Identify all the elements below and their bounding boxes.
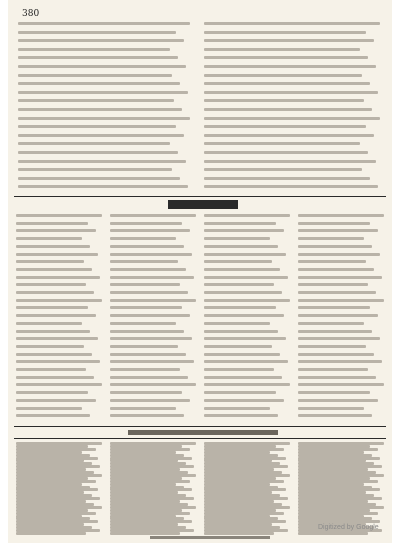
widerruf-entry <box>16 414 90 417</box>
top-left-entry <box>18 160 186 163</box>
register-entry <box>110 532 180 535</box>
widerruf-entry <box>298 314 378 317</box>
printer-footer <box>150 536 270 539</box>
widerruf-entry <box>298 360 382 363</box>
widerruf-entry <box>204 337 286 340</box>
register-entry <box>204 532 274 535</box>
widerruf-entry <box>298 299 384 302</box>
top-left-entry <box>18 151 178 154</box>
widerruf-entry <box>204 391 276 394</box>
top-left-entry <box>18 99 174 102</box>
widerruf-entry <box>204 360 288 363</box>
widerruf-entry <box>110 291 188 294</box>
widerruf-entry <box>110 337 192 340</box>
widerruf-entry <box>298 353 374 356</box>
top-right-entry <box>204 99 364 102</box>
widerruf-top-rule <box>14 196 386 197</box>
widerruf-entry <box>298 291 376 294</box>
widerruf-entry <box>16 229 96 232</box>
widerruf-entry <box>298 245 372 248</box>
widerruf-entry <box>204 383 290 386</box>
widerruf-entry <box>204 353 280 356</box>
widerruf-entry <box>16 376 94 379</box>
widerruf-entry <box>110 322 176 325</box>
top-left-entry <box>18 39 184 42</box>
top-left-entry <box>18 74 172 77</box>
widerruf-entry <box>16 314 96 317</box>
widerruf-entry <box>16 330 90 333</box>
top-right-entry <box>204 82 370 85</box>
widerruf-entry <box>204 376 282 379</box>
top-right-entry <box>204 31 366 34</box>
widerruf-entry <box>298 391 370 394</box>
widerruf-entry <box>298 237 364 240</box>
widerruf-entry <box>298 322 364 325</box>
widerruf-entry <box>298 222 370 225</box>
widerruf-entry <box>16 276 100 279</box>
top-left-entry <box>18 185 188 188</box>
widerruf-entry <box>204 268 280 271</box>
widerruf-entry <box>16 399 96 402</box>
top-left-entry <box>18 108 182 111</box>
widerruf-entry <box>110 407 176 410</box>
widerruf-entry <box>204 399 284 402</box>
widerruf-entry <box>204 322 270 325</box>
widerruf-entry <box>110 383 196 386</box>
widerruf-entry <box>110 376 188 379</box>
widerruf-entry <box>16 306 88 309</box>
widerruf-entry <box>110 245 184 248</box>
widerruf-heading <box>168 200 238 209</box>
top-right-entry <box>204 22 380 25</box>
widerruf-entry <box>110 229 190 232</box>
widerruf-entry <box>204 291 282 294</box>
top-left-entry <box>18 56 178 59</box>
widerruf-entry <box>16 245 90 248</box>
widerruf-entry <box>204 330 278 333</box>
top-left-entry <box>18 134 184 137</box>
top-right-entry <box>204 134 374 137</box>
widerruf-entry <box>298 260 366 263</box>
top-left-entry <box>18 168 172 171</box>
top-right-entry <box>204 56 368 59</box>
widerruf-entry <box>110 414 184 417</box>
top-right-entry <box>204 177 370 180</box>
top-left-entry <box>18 125 176 128</box>
top-right-entry <box>204 48 360 51</box>
widerruf-entry <box>16 353 92 356</box>
widerruf-entry <box>298 368 368 371</box>
widerruf-entry <box>110 314 190 317</box>
top-left-entry <box>18 177 180 180</box>
widerruf-entry <box>298 229 378 232</box>
widerruf-entry <box>110 345 178 348</box>
widerruf-entry <box>16 268 92 271</box>
widerruf-entry <box>110 330 184 333</box>
widerruf-entry <box>110 283 180 286</box>
widerruf-entry <box>16 283 86 286</box>
widerruf-entry <box>204 414 278 417</box>
widerruf-entry <box>298 383 384 386</box>
register-top-rule <box>14 426 386 427</box>
top-right-entry <box>204 151 368 154</box>
top-left-entry <box>18 31 176 34</box>
widerruf-entry <box>110 306 182 309</box>
widerruf-entry <box>204 314 284 317</box>
widerruf-entry <box>110 299 196 302</box>
widerruf-entry <box>298 330 372 333</box>
register-entry <box>16 532 86 535</box>
top-right-entry <box>204 91 378 94</box>
widerruf-entry <box>16 360 100 363</box>
widerruf-entry <box>204 407 270 410</box>
widerruf-entry <box>204 306 276 309</box>
widerruf-entry <box>16 253 98 256</box>
widerruf-entry <box>204 245 278 248</box>
watermark: Digitized by Google <box>318 524 379 531</box>
widerruf-entry <box>110 360 194 363</box>
widerruf-entry <box>204 260 272 263</box>
widerruf-entry <box>16 407 82 410</box>
top-left-entry <box>18 48 170 51</box>
widerruf-entry <box>204 222 276 225</box>
widerruf-entry <box>110 368 180 371</box>
top-right-entry <box>204 125 366 128</box>
widerruf-entry <box>298 414 372 417</box>
widerruf-entry <box>16 337 98 340</box>
top-right-entry <box>204 185 378 188</box>
widerruf-entry <box>110 276 194 279</box>
widerruf-entry <box>110 237 176 240</box>
widerruf-entry <box>16 222 88 225</box>
widerruf-entry <box>110 391 182 394</box>
widerruf-entry <box>110 214 196 217</box>
top-right-entry <box>204 74 362 77</box>
widerruf-entry <box>204 214 290 217</box>
widerruf-entry <box>298 337 380 340</box>
widerruf-entry <box>204 229 284 232</box>
register-bottom-rule <box>14 438 386 439</box>
widerruf-entry <box>298 276 382 279</box>
widerruf-entry <box>298 306 370 309</box>
top-right-entry <box>204 160 376 163</box>
widerruf-entry <box>204 237 270 240</box>
widerruf-entry <box>204 345 272 348</box>
top-right-entry <box>204 108 372 111</box>
widerruf-entry <box>204 283 274 286</box>
widerruf-entry <box>110 253 192 256</box>
widerruf-entry <box>110 222 182 225</box>
widerruf-entry <box>16 383 102 386</box>
widerruf-entry <box>16 322 82 325</box>
top-right-entry <box>204 39 374 42</box>
widerruf-entry <box>16 345 84 348</box>
widerruf-entry <box>110 268 186 271</box>
top-left-entry <box>18 117 190 120</box>
widerruf-entry <box>16 260 84 263</box>
top-left-entry <box>18 65 186 68</box>
widerruf-entry <box>16 368 86 371</box>
widerruf-entry <box>16 237 82 240</box>
widerruf-entry <box>16 299 102 302</box>
widerruf-entry <box>204 276 288 279</box>
widerruf-entry <box>298 253 380 256</box>
top-left-entry <box>18 91 188 94</box>
widerruf-entry <box>110 399 190 402</box>
top-right-entry <box>204 117 380 120</box>
widerruf-entry <box>204 299 290 302</box>
register-entry <box>298 532 368 535</box>
widerruf-entry <box>298 214 384 217</box>
top-right-entry <box>204 168 362 171</box>
widerruf-entry <box>16 391 88 394</box>
top-left-entry <box>18 82 180 85</box>
widerruf-entry <box>298 376 376 379</box>
widerruf-entry <box>298 407 364 410</box>
widerruf-entry <box>110 353 186 356</box>
widerruf-entry <box>16 291 94 294</box>
widerruf-entry <box>204 253 286 256</box>
widerruf-entry <box>298 399 378 402</box>
widerruf-entry <box>16 214 102 217</box>
top-left-entry <box>18 142 170 145</box>
register-heading <box>128 430 278 435</box>
widerruf-entry <box>298 268 374 271</box>
widerruf-entry <box>298 345 366 348</box>
widerruf-entry <box>204 368 274 371</box>
widerruf-entry <box>298 283 368 286</box>
widerruf-entry <box>110 260 178 263</box>
top-right-entry <box>204 142 360 145</box>
top-right-entry <box>204 65 376 68</box>
page-number: 380 <box>22 9 40 19</box>
top-left-entry <box>18 22 190 25</box>
